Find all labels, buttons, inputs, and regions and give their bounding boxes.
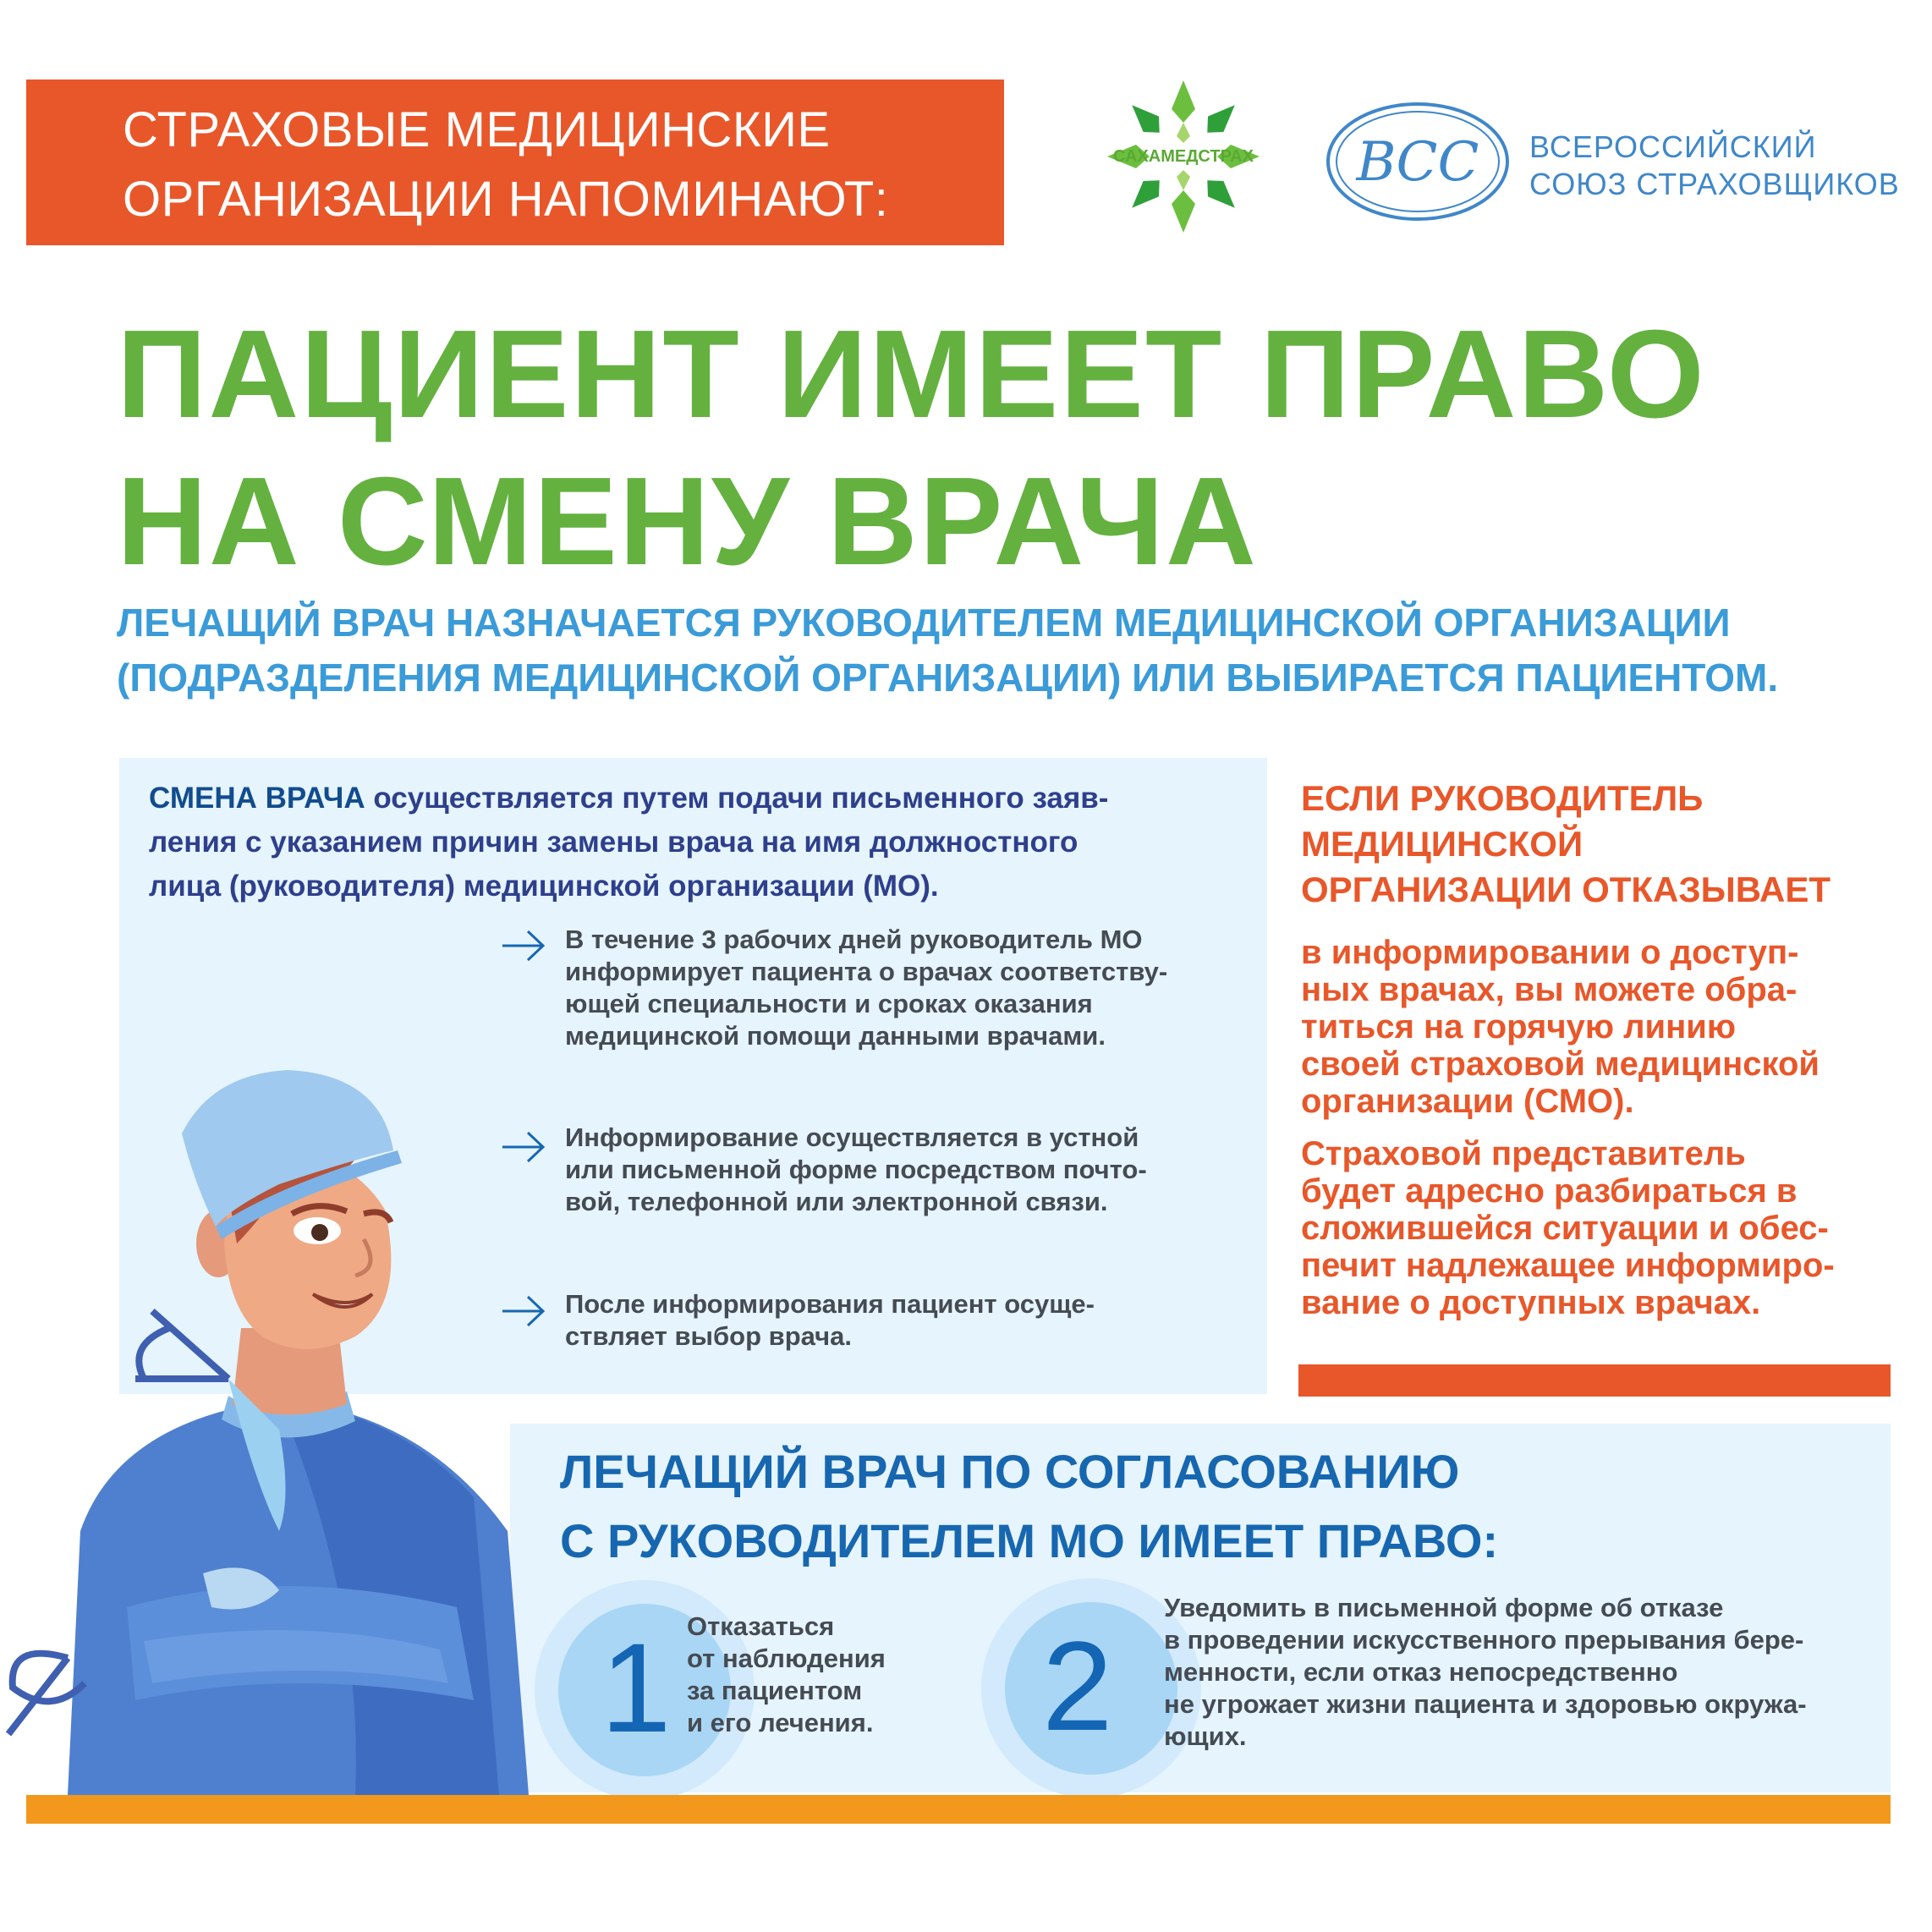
right-item-1-line: от наблюдения (687, 1644, 886, 1673)
bullet-1-line: ющей специальности и сроках оказания (565, 989, 1093, 1018)
refusal-p2-line: будет адресно разбираться в (1301, 1172, 1798, 1210)
right-item-2-line: в проведении искусственного прерывания бере- (1164, 1625, 1804, 1655)
banner-line-1: СТРАХОВЫЕ МЕДИЦИНСКИЕ (123, 102, 831, 157)
vss-name (1529, 129, 1900, 203)
arrow-right-icon (501, 929, 546, 963)
refusal-p1-line: организации (СМО). (1301, 1083, 1634, 1120)
intro-line-3: лица (руководителя) медицинской организации (МО). (149, 870, 939, 903)
vss-emblem-icon (1324, 100, 1512, 223)
bullet-3 (565, 1288, 1095, 1353)
refusal-p2-line: вание о доступных врачах. (1301, 1284, 1761, 1321)
right-number-2: 2 (1042, 1615, 1113, 1757)
subhead-line-2: (ПОДРАЗДЕЛЕНИЯ МЕДИЦИНСКОЙ ОРГАНИЗАЦИИ) ИЛИ ВЫБИРАЕТСЯ ПАЦИЕНТОМ. (117, 656, 1779, 700)
bottom-accent-bar (26, 1795, 1891, 1824)
refusal-p1-line: титься на горячую линию (1301, 1008, 1737, 1046)
right-item-2-line: не угрожает жизни пациента и здоровью окружа- (1164, 1689, 1807, 1719)
headline-line-1: ПАЦИЕНТ ИМЕЕТ ПРАВО (117, 305, 1706, 444)
right-item-1-line: за пациентом (687, 1676, 863, 1705)
refusal-heading-line: ЕСЛИ РУКОВОДИТЕЛЬ (1301, 778, 1704, 818)
refusal-p1-line: в информировании о доступ- (1301, 934, 1799, 971)
bullet-2-line: Информирование осуществляется в устной (565, 1122, 1139, 1152)
bullet-1 (565, 924, 1167, 1052)
refusal-p2-line: сложившейся ситуации и обес- (1301, 1210, 1829, 1247)
right-item-1-line: и его лечения. (687, 1708, 874, 1737)
top-banner (26, 80, 1004, 245)
orange-divider (1298, 1364, 1891, 1397)
rights-title-line-1: ЛЕЧАЩИЙ ВРАЧ ПО СОГЛАСОВАНИЮ (560, 1445, 1460, 1498)
bullet-2 (565, 1122, 1147, 1218)
bullet-1-line: В течение 3 рабочих дней руководитель МО (565, 925, 1143, 954)
doctor-illustration (0, 1057, 541, 1795)
subhead-line-1: ЛЕЧАЩИЙ ВРАЧ НАЗНАЧАЕТСЯ РУКОВОДИТЕЛЕМ МЕДИЦИНСКОЙ ОРГАНИЗАЦИИ (117, 601, 1731, 645)
refusal-heading (1301, 776, 1830, 913)
banner-line-2: ОРГАНИЗАЦИИ НАПОМИНАЮТ: (123, 172, 889, 227)
refusal-paragraph-1 (1301, 934, 1819, 1120)
refusal-paragraph-2 (1301, 1135, 1835, 1321)
right-item-2-line: ющих. (1164, 1721, 1247, 1751)
refusal-p2-line: Страховой представитель (1301, 1135, 1746, 1172)
bullet-3-line: ствляет выбор врача. (565, 1321, 852, 1351)
bullet-1-line: медицинской помощи данными врачами. (565, 1021, 1106, 1051)
refusal-p1-line: своей страховой медицинской (1301, 1046, 1820, 1083)
intro-line-1-rest: осуществляется путем подачи письменного заяв- (365, 782, 1109, 815)
intro-line-1 (149, 777, 1108, 821)
refusal-p1-line: ных врачах, вы можете обра- (1301, 971, 1798, 1008)
rights-title-line-2: С РУКОВОДИТЕЛЕМ МО ИМЕЕТ ПРАВО: (560, 1514, 1499, 1567)
right-item-1-line: Отказаться (687, 1611, 835, 1641)
bullet-3-line: После информирования пациент осуще- (565, 1289, 1095, 1319)
bullet-1-line: информирует пациента о врачах соответству- (565, 957, 1168, 986)
refusal-heading-line: МЕДИЦИНСКОЙ (1301, 824, 1583, 864)
right-item-2-line: Уведомить в письменной форме об отказе (1164, 1593, 1724, 1622)
right-item-2-line: менности, если отказ непосредственно (1164, 1657, 1678, 1687)
refusal-p2-line: печит надлежащее информиро- (1301, 1247, 1835, 1284)
vss-name-line-2: СОЮЗ СТРАХОВЩИКОВ (1529, 167, 1900, 201)
headline-line-2: НА СМЕНУ ВРАЧА (117, 452, 1258, 591)
right-item-2 (1164, 1592, 1807, 1753)
intro-line-2: ления с указанием причин замены врача на имя должностного (149, 826, 1079, 859)
sakhamedstrakh-name: САХАМЕДСТРАХ (1113, 147, 1254, 166)
vss-name-line-1: ВСЕРОССИЙСКИЙ (1529, 129, 1817, 164)
right-item-1 (687, 1611, 886, 1739)
vss-monogram: ВСС (1356, 131, 1479, 194)
right-number-1: 1 (601, 1616, 672, 1759)
intro-strong: СМЕНА ВРАЧА (149, 782, 365, 815)
bullet-2-line: вой, телефонной или электронной связи. (565, 1187, 1108, 1216)
refusal-heading-line: ОРГАНИЗАЦИИ ОТКАЗЫВАЕТ (1301, 870, 1831, 909)
bullet-2-line: или письменной форме посредством почто- (565, 1155, 1147, 1184)
